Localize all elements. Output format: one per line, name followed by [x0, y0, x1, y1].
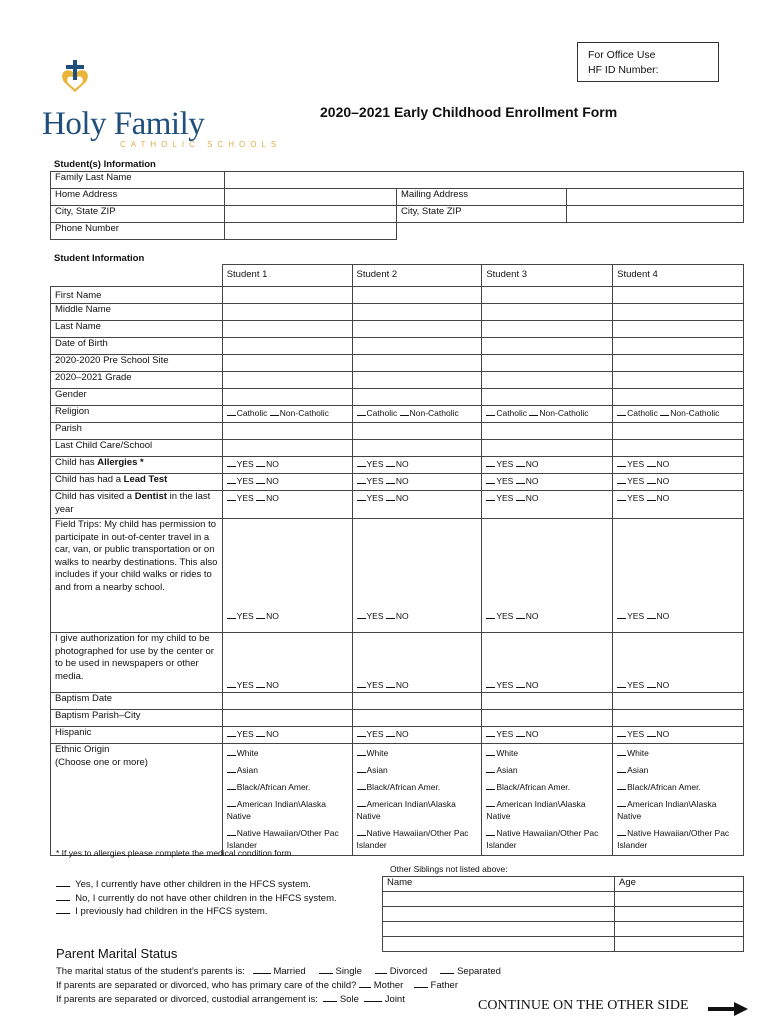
mailing-address-label: Mailing Address [397, 189, 567, 206]
ethnic-option-american-indian[interactable] [617, 797, 739, 822]
lead-test-yes-no[interactable] [222, 474, 352, 491]
yes-checkbox[interactable] [617, 609, 626, 619]
ethnic-option-hawaiian[interactable] [617, 826, 739, 851]
hispanic-yes-no[interactable] [222, 727, 352, 744]
phone-number-field[interactable] [225, 223, 397, 240]
marital-heading: Parent Marital Status [56, 946, 178, 961]
row-gender: Gender [51, 389, 223, 406]
yes-checkbox[interactable] [227, 609, 236, 619]
ethnic-options[interactable] [352, 744, 482, 856]
row-field-trips [51, 519, 744, 633]
mother-blank[interactable] [359, 987, 371, 988]
yes-label: YES [627, 610, 645, 621]
dentist-yes-no[interactable] [482, 491, 613, 519]
ethnic-option-asian[interactable] [227, 763, 348, 776]
no-checkbox[interactable] [386, 609, 395, 619]
white-checkbox[interactable] [486, 746, 495, 756]
ethnic-option-american-indian[interactable] [357, 797, 478, 822]
lead-test-yes-no[interactable] [352, 474, 482, 491]
asian-label: Asian [627, 765, 649, 775]
hawaiian-label: Native Hawaiian/Other Pac Islander [617, 828, 730, 850]
no-label: NO [266, 493, 279, 503]
field-trips-yes-no[interactable] [222, 519, 352, 633]
yes-checkbox[interactable] [357, 474, 366, 484]
yes-checkbox[interactable] [227, 474, 236, 484]
asian-label: Asian [366, 765, 388, 775]
office-use-box [577, 42, 719, 82]
ethnic-option-black[interactable] [227, 780, 348, 793]
yes-checkbox[interactable] [486, 457, 495, 467]
yes-checkbox[interactable] [357, 609, 366, 619]
asian-checkbox[interactable] [617, 763, 626, 773]
yes-label: YES [366, 679, 384, 690]
hf-id-label: HF ID Number: [588, 64, 659, 76]
home-address-field[interactable] [225, 189, 397, 206]
white-checkbox[interactable] [227, 746, 236, 756]
yes-label: YES [627, 679, 645, 690]
no-label: NO [656, 610, 670, 621]
black-checkbox[interactable] [486, 780, 495, 790]
mailing-city-state-zip-field[interactable] [567, 206, 744, 223]
non-catholic-checkbox[interactable] [660, 406, 669, 416]
row-date-of-birth: Date of Birth [51, 338, 223, 355]
divorced-blank[interactable] [375, 973, 387, 974]
non-catholic-label: Non-Catholic [279, 408, 329, 418]
catholic-label: Catholic [496, 408, 528, 418]
yes-label: YES [496, 476, 514, 486]
yes-checkbox[interactable] [486, 678, 495, 688]
no-label: NO [395, 679, 409, 690]
ethnic-options[interactable] [482, 744, 613, 856]
hispanic-yes-no[interactable] [352, 727, 482, 744]
black-checkbox[interactable] [357, 780, 366, 790]
lead-test-yes-no[interactable] [613, 474, 744, 491]
siblings-table [382, 876, 744, 952]
american-indian-label: American Indian\Alaska Native [226, 799, 326, 821]
no-checkbox[interactable] [256, 457, 265, 467]
photo-yes-no[interactable] [222, 633, 352, 693]
yes-label: YES [236, 493, 254, 503]
family-last-name-label: Family Last Name [51, 172, 225, 189]
no-label: NO [266, 610, 279, 621]
catholic-checkbox[interactable] [227, 406, 236, 416]
yes-label: YES [236, 476, 254, 486]
yes-checkbox[interactable] [486, 491, 495, 501]
no-label: NO [266, 679, 279, 690]
no-label: NO [656, 729, 670, 739]
non-catholic-label: Non-Catholic [670, 408, 720, 418]
allergies-yes-no[interactable] [613, 457, 744, 474]
no-label: NO [395, 610, 409, 621]
yes-label: YES [627, 459, 645, 469]
no-label: NO [525, 493, 539, 503]
marital-lines [56, 965, 501, 1007]
dentist-yes-no[interactable] [613, 491, 744, 519]
city-state-zip-label: City, State ZIP [51, 206, 225, 223]
row-first-name: First Name [51, 287, 223, 304]
continue-label: CONTINUE ON THE OTHER SIDE [478, 998, 689, 1013]
non-catholic-checkbox[interactable] [270, 406, 279, 416]
no-checkbox[interactable] [256, 609, 265, 619]
row-baptism-parish: Baptism Parish–City [51, 710, 223, 727]
no-label: NO [656, 476, 670, 486]
field-trips-yes-no[interactable] [352, 519, 482, 633]
no-label: NO [266, 459, 279, 469]
no-label: NO [395, 476, 409, 486]
american-indian-checkbox[interactable] [486, 797, 495, 807]
ethnic-option-white[interactable] [617, 746, 739, 759]
no-label: NO [525, 679, 539, 690]
ethnic-option-white[interactable] [486, 746, 608, 759]
form-title: 2020–2021 Early Childhood Enrollment Form [320, 104, 618, 120]
yes-checkbox[interactable] [486, 727, 495, 737]
non-catholic-checkbox[interactable] [529, 406, 538, 416]
row-middle-name: Middle Name [51, 304, 223, 321]
no-checkbox[interactable] [386, 727, 395, 737]
yes-label: YES [366, 476, 384, 486]
student-info-table [50, 264, 744, 856]
ethnic-option-white[interactable] [227, 746, 348, 759]
column-student-2: Student 2 [352, 265, 482, 287]
yes-checkbox[interactable] [617, 727, 626, 737]
no-label: NO [266, 476, 279, 486]
yes-label: YES [366, 729, 384, 739]
white-label: White [236, 748, 259, 758]
catholic-checkbox[interactable] [486, 406, 495, 416]
holy-family-logo [42, 58, 292, 150]
yes-checkbox[interactable] [617, 474, 626, 484]
city-state-zip-field[interactable] [225, 206, 397, 223]
custodial-line: If parents are separated or divorced, custodial arrangement is: Sole Joint [56, 994, 405, 1005]
photo-label: I give authorization for my child to be photographed for use by the center or to be used in newspapers or other media. [51, 633, 223, 693]
non-catholic-label: Non-Catholic [539, 408, 589, 418]
catholic-label: Catholic [236, 408, 268, 418]
ethnic-option-asian[interactable] [617, 763, 739, 776]
allergies-yes-no[interactable] [222, 457, 352, 474]
hispanic-yes-no[interactable] [482, 727, 613, 744]
no-checkbox[interactable] [647, 609, 656, 619]
column-student-4: Student 4 [613, 265, 744, 287]
siblings-title: Other Siblings not listed above: [390, 864, 508, 874]
lead-test-label: Child has had a Lead Test [51, 474, 223, 491]
yes-label: YES [496, 679, 514, 690]
hawaiian-checkbox[interactable] [617, 826, 626, 836]
row-hispanic [51, 727, 744, 744]
no-checkbox[interactable] [386, 491, 395, 501]
yes-checkbox[interactable] [617, 457, 626, 467]
ethnic-option-american-indian[interactable] [486, 797, 608, 822]
yes-label: YES [627, 476, 645, 486]
religion-options[interactable] [222, 406, 352, 423]
yes-label: YES [236, 459, 254, 469]
office-use-label: For Office Use [588, 49, 656, 61]
black-checkbox[interactable] [617, 780, 626, 790]
white-label: White [496, 748, 519, 758]
marital-status-line: The marital status of the student’s parents is: Married Single Divorced Separated [56, 966, 501, 977]
yes-checkbox[interactable] [617, 491, 626, 501]
column-student-3: Student 3 [482, 265, 613, 287]
religion-options[interactable] [482, 406, 613, 423]
allergies-yes-no[interactable] [352, 457, 482, 474]
dentist-yes-no[interactable] [222, 491, 352, 519]
no-checkbox[interactable] [647, 678, 656, 688]
row-parish: Parish [51, 423, 223, 440]
ethnic-option-black[interactable] [486, 780, 608, 793]
religion-options[interactable] [352, 406, 482, 423]
catholic-checkbox[interactable] [617, 406, 626, 416]
column-student-1: Student 1 [222, 265, 352, 287]
yes-checkbox[interactable] [357, 727, 366, 737]
white-checkbox[interactable] [357, 746, 366, 756]
no-label: NO [656, 679, 670, 690]
yes-checkbox[interactable] [227, 727, 236, 737]
ethnic-option-black[interactable] [617, 780, 739, 793]
no-checkbox[interactable] [256, 491, 265, 501]
no-checkbox[interactable] [386, 474, 395, 484]
white-label: White [627, 748, 649, 758]
right-arrow-icon [708, 1002, 748, 1016]
hfcs-option-previous[interactable]: I previously had children in the HFCS system. [56, 905, 337, 919]
lead-test-yes-no[interactable] [482, 474, 613, 491]
religion-options[interactable] [613, 406, 744, 423]
no-label: NO [266, 729, 279, 739]
logo-subtitle: CATHOLIC SCHOOLS [120, 140, 282, 149]
hispanic-label: Hispanic [51, 727, 223, 744]
american-indian-checkbox[interactable] [617, 797, 626, 807]
family-last-name-field[interactable] [225, 172, 744, 189]
home-address-label: Home Address [51, 189, 225, 206]
ethnic-option-asian[interactable] [486, 763, 608, 776]
married-blank[interactable] [253, 973, 271, 974]
yes-label: YES [366, 459, 384, 469]
ethnic-option-hawaiian[interactable] [357, 826, 478, 851]
no-checkbox[interactable] [647, 474, 656, 484]
asian-label: Asian [236, 765, 258, 775]
yes-checkbox[interactable] [227, 491, 236, 501]
yes-label: YES [366, 610, 384, 621]
no-label: NO [395, 459, 409, 469]
row-ethnic-origin [51, 744, 744, 856]
black-label: Black/African Amer. [236, 782, 311, 792]
single-blank[interactable] [319, 973, 333, 974]
allergy-note: * If yes to allergies please complete the medical condition form [56, 848, 292, 858]
no-checkbox[interactable] [256, 727, 265, 737]
no-checkbox[interactable] [386, 457, 395, 467]
religion-label: Religion [51, 406, 223, 423]
mailing-address-field[interactable] [567, 189, 744, 206]
hispanic-yes-no[interactable] [613, 727, 744, 744]
no-label: NO [656, 493, 670, 503]
non-catholic-label: Non-Catholic [409, 408, 459, 418]
white-checkbox[interactable] [617, 746, 626, 756]
hawaiian-checkbox[interactable] [357, 826, 366, 836]
mailing-city-state-zip-label: City, State ZIP [397, 206, 567, 223]
no-checkbox[interactable] [647, 491, 656, 501]
sole-blank[interactable] [323, 1001, 337, 1002]
yes-label: YES [627, 729, 645, 739]
ethnic-option-white[interactable] [357, 746, 478, 759]
yes-checkbox[interactable] [486, 474, 495, 484]
ethnic-option-american-indian[interactable] [227, 797, 348, 822]
ethnic-options[interactable] [222, 744, 352, 856]
asian-checkbox[interactable] [357, 763, 366, 773]
yes-label: YES [366, 493, 384, 503]
row-dentist [51, 491, 744, 519]
no-label: NO [525, 729, 539, 739]
phone-number-label: Phone Number [51, 223, 225, 240]
ethnic-options[interactable] [613, 744, 744, 856]
no-checkbox[interactable] [516, 727, 525, 737]
no-checkbox[interactable] [516, 491, 525, 501]
photo-yes-no[interactable] [352, 633, 482, 693]
hawaiian-label: Native Hawaiian/Other Pac Islander [356, 828, 469, 850]
row-photo [51, 633, 744, 693]
catholic-label: Catholic [627, 408, 658, 418]
separated-blank[interactable] [440, 973, 454, 974]
yes-label: YES [496, 729, 514, 739]
yes-label: YES [627, 493, 645, 503]
catholic-checkbox[interactable] [357, 406, 366, 416]
yes-label: YES [236, 729, 254, 739]
row-baptism-date: Baptism Date [51, 693, 223, 710]
hawaiian-label: Native Hawaiian/Other Pac Islander [486, 828, 599, 850]
ethnic-option-asian[interactable] [357, 763, 478, 776]
row-lead-test [51, 474, 744, 491]
american-indian-checkbox[interactable] [357, 797, 366, 807]
black-label: Black/African Amer. [627, 782, 701, 792]
yes-checkbox[interactable] [227, 678, 236, 688]
siblings-name-header: Name [383, 877, 615, 892]
photo-yes-no[interactable] [482, 633, 613, 693]
no-checkbox[interactable] [516, 609, 525, 619]
asian-checkbox[interactable] [486, 763, 495, 773]
field-trips-label: Field Trips: My child has permission to participate in out-of-center travel in a car, van, or public transportation or on walks to nearby destinations. This also includes if your child walks or rides to and from a nearby school. [51, 519, 223, 633]
allergies-yes-no[interactable] [482, 457, 613, 474]
no-label: NO [395, 493, 409, 503]
american-indian-label: American Indian\Alaska Native [356, 799, 456, 821]
yes-checkbox[interactable] [357, 457, 366, 467]
american-indian-checkbox[interactable] [227, 797, 236, 807]
no-label: NO [656, 459, 670, 469]
no-checkbox[interactable] [516, 457, 525, 467]
students-info-heading: Student(s) Information [54, 159, 156, 170]
yes-label: YES [236, 679, 254, 690]
logo-wordmark: Holy Family [42, 106, 205, 142]
field-trips-yes-no[interactable] [482, 519, 613, 633]
row-allergies [51, 457, 744, 474]
black-label: Black/African Amer. [496, 782, 571, 792]
hawaiian-checkbox[interactable] [227, 826, 236, 836]
student-info-heading: Student Information [54, 253, 145, 264]
hawaiian-label: Native Hawaiian/Other Pac Islander [226, 828, 339, 850]
asian-label: Asian [496, 765, 518, 775]
yes-checkbox[interactable] [227, 457, 236, 467]
yes-label: YES [236, 610, 254, 621]
yes-checkbox[interactable] [357, 491, 366, 501]
no-checkbox[interactable] [256, 678, 265, 688]
row-religion [51, 406, 744, 423]
hfcs-options [56, 878, 337, 919]
no-label: NO [395, 729, 409, 739]
yes-label: YES [496, 493, 514, 503]
no-checkbox[interactable] [647, 727, 656, 737]
students-info-table [50, 171, 744, 240]
no-checkbox[interactable] [647, 457, 656, 467]
catholic-label: Catholic [366, 408, 398, 418]
yes-checkbox[interactable] [486, 609, 495, 619]
row-last-name: Last Name [51, 321, 223, 338]
no-label: NO [525, 610, 539, 621]
no-checkbox[interactable] [516, 678, 525, 688]
siblings-age-header: Age [615, 877, 744, 892]
yes-checkbox[interactable] [617, 678, 626, 688]
american-indian-label: American Indian\Alaska Native [486, 799, 586, 821]
no-label: NO [525, 476, 539, 486]
yes-label: YES [496, 459, 514, 469]
primary-care-line: If parents are separated or divorced, who has primary care of the child? Mother Father [56, 980, 458, 991]
ethnic-option-black[interactable] [357, 780, 478, 793]
hfcs-option-yes[interactable]: Yes, I currently have other children in the HFCS system. [56, 878, 337, 892]
field-trips-yes-no[interactable] [613, 519, 744, 633]
black-checkbox[interactable] [227, 780, 236, 790]
allergies-label: Child has Allergies * [51, 457, 223, 474]
hawaiian-checkbox[interactable] [486, 826, 495, 836]
asian-checkbox[interactable] [227, 763, 236, 773]
ethnic-option-hawaiian[interactable] [486, 826, 608, 851]
father-blank[interactable] [414, 987, 428, 988]
row-last-care: Last Child Care/School [51, 440, 223, 457]
no-label: NO [525, 459, 539, 469]
row-preschool-site: 2020-2020 Pre School Site [51, 355, 223, 372]
yes-checkbox[interactable] [357, 678, 366, 688]
ethnic-origin-label: Ethnic Origin (Choose one or more) [51, 744, 223, 856]
row-grade: 2020–2021 Grade [51, 372, 223, 389]
photo-yes-no[interactable] [613, 633, 744, 693]
hfcs-option-no[interactable]: No, I currently do not have other children in the HFCS system. [56, 892, 337, 906]
yes-label: YES [496, 610, 514, 621]
white-label: White [366, 748, 389, 758]
no-checkbox[interactable] [516, 474, 525, 484]
dentist-label: Child has visited a Dentist in the last year [51, 491, 223, 519]
non-catholic-checkbox[interactable] [400, 406, 409, 416]
dentist-yes-no[interactable] [352, 491, 482, 519]
no-checkbox[interactable] [386, 678, 395, 688]
joint-blank[interactable] [364, 1001, 382, 1002]
american-indian-label: American Indian\Alaska Native [617, 799, 717, 821]
no-checkbox[interactable] [256, 474, 265, 484]
black-label: Black/African Amer. [366, 782, 441, 792]
